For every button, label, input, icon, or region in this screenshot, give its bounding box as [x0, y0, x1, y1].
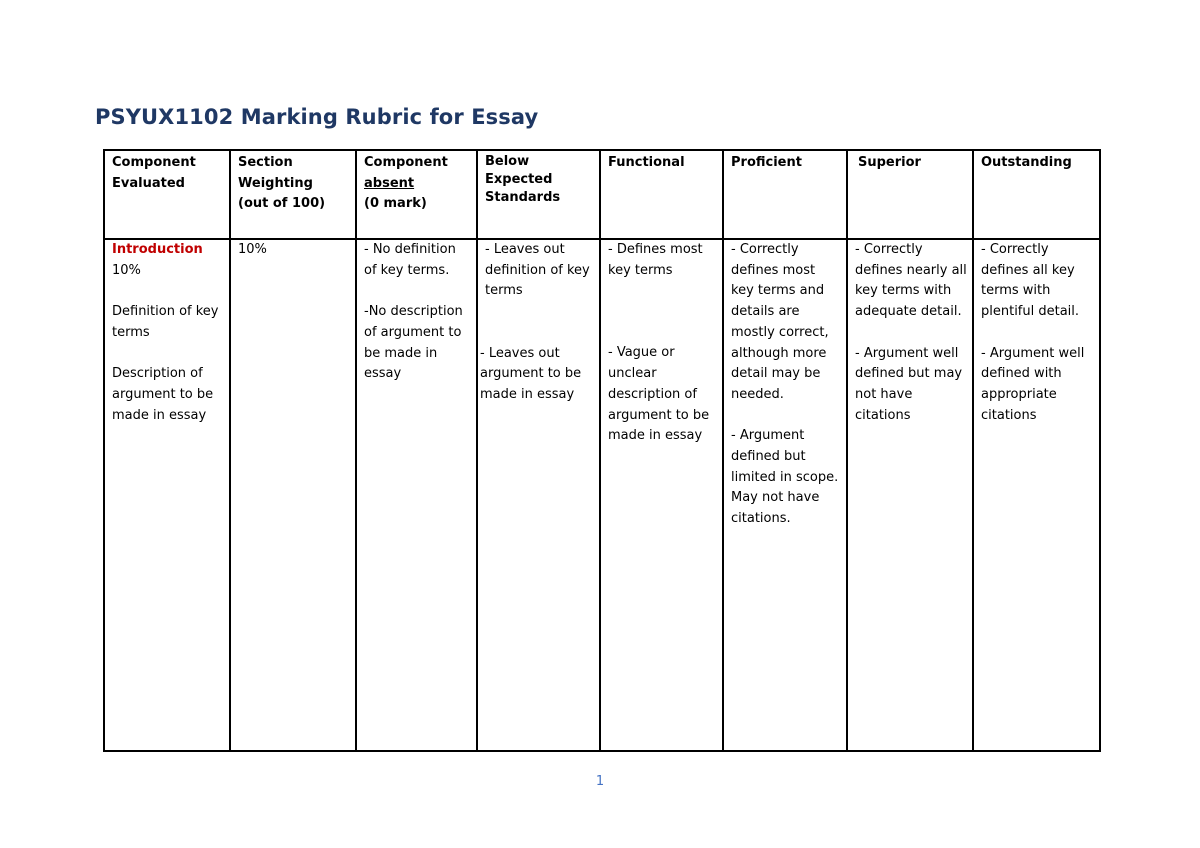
header-row: [104, 150, 1100, 239]
superior-criterion: - Correctly defines nearly all key terms with adequate detail.: [855, 242, 967, 320]
cell-outstanding: [973, 239, 1100, 751]
header-text: Functional: [608, 155, 685, 170]
functional-criterion: - Vague or unclear description of argument to be made in essay: [608, 345, 710, 444]
header-text: absent: [364, 175, 415, 191]
cell-proficient: [723, 239, 847, 751]
header-outstanding: [973, 150, 1100, 239]
below-criterion: - Leaves out argument to be made in essay: [480, 345, 582, 402]
header-text: Section: [238, 155, 293, 170]
component-item: Definition of key terms: [112, 304, 219, 340]
table-row-introduction: [104, 239, 1100, 751]
header-superior: [847, 150, 973, 239]
absent-criterion: -No description of argument to be made in essay: [364, 304, 463, 382]
cell-below-expected: [477, 239, 600, 751]
header-text: (out of 100): [238, 196, 326, 212]
cell-weighting: [230, 239, 356, 751]
absent-criterion: - No definition of key terms.: [364, 242, 456, 278]
cell-superior: [847, 239, 973, 751]
rubric-table: [103, 149, 1101, 752]
header-text: Superior: [858, 155, 921, 170]
header-component-absent: [356, 150, 477, 239]
outstanding-criterion: - Argument well defined with appropriate citations: [981, 345, 1085, 423]
header-proficient: [723, 150, 847, 239]
header-text: Component: [112, 155, 196, 170]
below-criterion: - Leaves out definition of key terms: [485, 242, 590, 299]
header-text: (0 mark): [364, 196, 427, 212]
header-text: Standards: [485, 190, 561, 205]
functional-criterion: - Defines most key terms: [608, 242, 703, 278]
superior-criterion: - Argument well defined but may not have citations: [855, 345, 963, 423]
proficient-criterion: - Argument defined but limited in scope. May not have citations.: [731, 428, 839, 527]
page-title: PSYUX1102 Marking Rubric for Essay: [95, 105, 539, 129]
component-weight: 10%: [112, 262, 141, 278]
page-number: 1: [595, 774, 605, 789]
cell-functional: [600, 239, 723, 751]
component-item: Description of argument to be made in essay: [112, 366, 214, 423]
header-component-evaluated: [104, 150, 230, 239]
cell-absent: [356, 239, 477, 751]
header-text: Evaluated: [112, 175, 185, 191]
weighting-value: 10%: [238, 242, 267, 257]
header-text: Below Expected: [485, 154, 553, 187]
cell-component: [104, 239, 230, 751]
header-section-weighting: [230, 150, 356, 239]
header-text: Component: [364, 155, 448, 170]
header-below-expected: [477, 150, 600, 239]
header-functional: [600, 150, 723, 239]
header-text: Outstanding: [981, 155, 1072, 170]
proficient-criterion: - Correctly defines most key terms and details are mostly correct, although more detail may be needed.: [731, 242, 829, 402]
header-text: Weighting: [238, 175, 313, 191]
outstanding-criterion: - Correctly defines all key terms with plentiful detail.: [981, 242, 1080, 320]
introduction-label: Introduction: [112, 242, 203, 257]
header-text: Proficient: [731, 155, 802, 170]
